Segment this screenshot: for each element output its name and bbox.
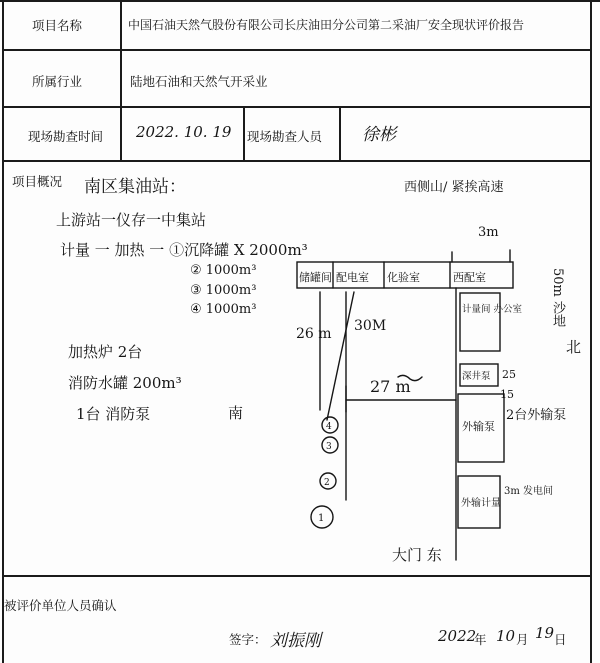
flow-line-1: 上游站一仪存一中集站: [56, 211, 207, 229]
dist-right-1: 25: [502, 368, 516, 381]
west-note: 50m 沙地: [550, 268, 565, 328]
tank-3: ③ 1000m³: [190, 283, 257, 298]
date-year-unit: 年: [474, 632, 487, 647]
dist-right-3: 3m 发电间: [504, 486, 554, 497]
industry-value: 陆地石油和天然气开采业: [130, 74, 268, 89]
dist-left: 26 m: [296, 326, 332, 342]
dist-middle: 27 m: [370, 377, 411, 396]
south-label: 南: [228, 404, 244, 422]
distance-top: 3m: [478, 225, 499, 240]
top-right-note: 西侧山/ 紧挨高速: [404, 180, 504, 195]
building-4: 西配室: [453, 271, 486, 284]
date-month: 10: [496, 627, 516, 645]
east-label: 大门 东: [392, 546, 442, 564]
tank-label-4: 4: [326, 422, 332, 432]
transfer-pump-room: 外输泵: [462, 420, 495, 433]
building-1: 储罐间: [299, 271, 332, 284]
fire-pump-note: 1台 消防泵: [76, 405, 151, 423]
date-day-unit: 日: [554, 632, 567, 647]
flow-line-2: 计量 一 加热 一 ①沉降罐 X 2000m³: [60, 241, 308, 259]
building-3: 化验室: [387, 271, 420, 284]
tank-label-2: 2: [324, 478, 330, 488]
dist-right-2: 15: [500, 388, 514, 401]
building-2: 配电室: [336, 271, 369, 284]
tank-2: ② 1000m³: [190, 263, 257, 278]
surveyor-signature: 徐彬: [362, 125, 396, 145]
date-month-unit: 月: [516, 632, 529, 647]
project-name-label: 项目名称: [32, 18, 83, 33]
overview-label: 项目概况: [12, 174, 63, 189]
transfer-pump-note: 2台外输泵: [506, 408, 567, 423]
confirm-signature: 刘振刚: [270, 631, 321, 651]
project-name-value: 中国石油天然气股份有限公司长庆油田分公司第二采油厂安全现状评价报告: [128, 18, 525, 32]
station-name: 南区集油站：: [84, 177, 186, 197]
fire-tank-note: 消防水罐 200m³: [68, 374, 182, 392]
dist-diagonal: 30M: [354, 318, 387, 334]
tank-label-1: 1: [318, 513, 325, 524]
date-year: 2022: [438, 627, 477, 645]
date-day: 19: [535, 624, 555, 642]
office-building: 计量间 办公室: [462, 304, 523, 315]
transfer-meter-room: 外输计量: [461, 498, 501, 509]
tank-4: ④ 1000m³: [190, 302, 257, 317]
confirm-label: 被评价单位人员确认: [4, 598, 117, 613]
survey-time-value: 2022. 10. 19: [136, 123, 232, 141]
sign-label: 签字：: [229, 632, 267, 647]
surveyor-label: 现场勘查人员: [247, 129, 323, 144]
survey-time-label: 现场勘查时间: [28, 129, 104, 144]
heater-note: 加热炉 2台: [68, 343, 143, 361]
industry-label: 所属行业: [32, 74, 83, 89]
pump-room: 深井泵: [462, 371, 491, 382]
north-label: 北: [566, 338, 582, 356]
tank-label-3: 3: [326, 442, 332, 452]
